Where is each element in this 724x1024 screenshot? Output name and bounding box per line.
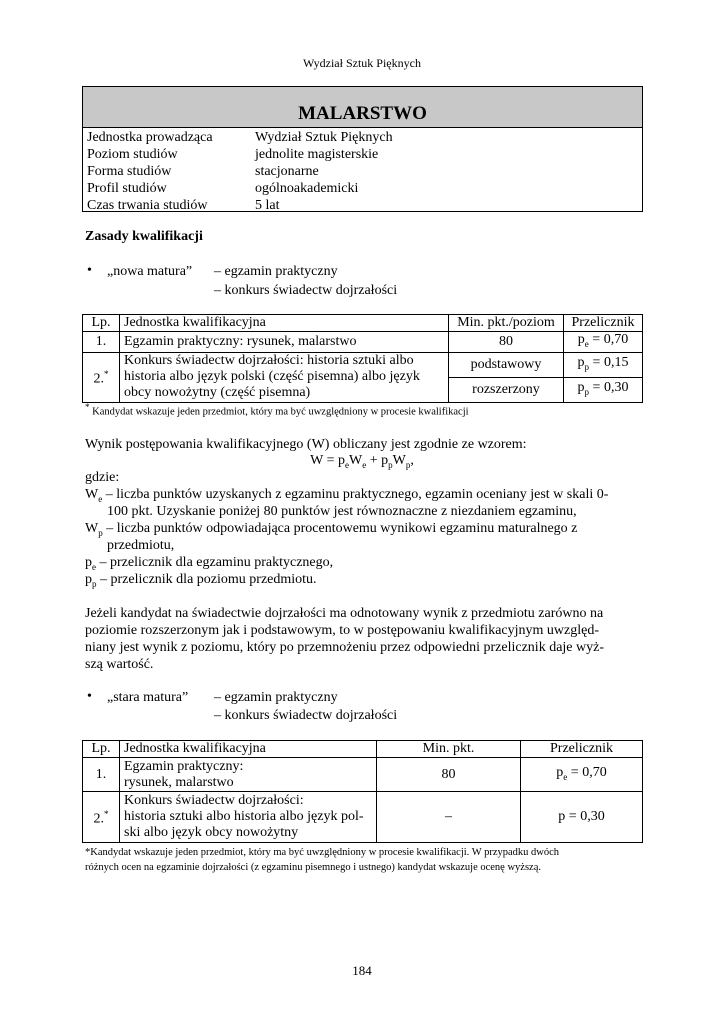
footnote: *Kandydat wskazuje jeden przedmiot, który ma być uwzględniony w procesie kwalifikacji. W przypadku dwóch xyxy=(85,847,560,858)
running-header: Wydział Sztuk Pięknych xyxy=(303,56,421,70)
table-header: Przelicznik xyxy=(564,315,643,332)
footnote: różnych ocen na egzaminie dojrzałości (z egzaminu pisemnego i ustnego) kandydat wskazuje ocenę wyższą. xyxy=(85,862,541,873)
formula-intro: Wynik postępowania kwalifikacyjnego (W) obliczany jest zgodnie ze wzorem: xyxy=(85,437,527,452)
info-row: Profil studiów ogólnoakademicki xyxy=(87,181,359,196)
footnote: * Kandydat wskazuje jeden przedmiot, który ma być uwzględniony w procesie kwalifikacji xyxy=(85,402,469,418)
section-heading: Zasady kwalifikacji xyxy=(85,229,203,244)
table-header: Min. pkt. xyxy=(377,741,521,758)
table-header: Lp. xyxy=(83,315,120,332)
table-row: 1. Egzamin praktyczny: rysunek, malarstwo 80 $p_e = 0,70$ xyxy=(83,758,643,792)
table-row: 2.* Konkurs świadectw dojrzałości: historia sztuki albo historia albo język polski (część pisemna) albo język obcy nowożytny (część pisemna) podstawowy $p_p = 0,15$ xyxy=(83,352,643,377)
definition-wp: $W_p$ – liczba punktów odpowiadająca procentowemu wynikowi egzaminu maturalnego z xyxy=(85,521,578,538)
bullet-icon: • xyxy=(87,689,92,704)
definition-we: $W_e$ – liczba punktów uzyskanych z egzaminu praktycznego, egzamin oceniany jest w skali 0- xyxy=(85,487,609,504)
info-row: Poziom studiów jednolite magisterskie xyxy=(87,147,379,162)
paragraph-line: Jeżeli kandydat na świadectwie dojrzałości ma odnotowany wynik z przedmiotu zarówno na xyxy=(85,606,604,621)
program-info-box xyxy=(82,86,643,212)
table-header: Przelicznik xyxy=(521,741,643,758)
program-title: MALARSTWO xyxy=(83,87,642,128)
definition-we-cont: 100 pkt. Uzyskanie poniżej 80 punktów jest równoznaczne z niezdaniem egzaminu, xyxy=(107,504,577,519)
paragraph-line: niany jest wynik z poziomu, który po przemnożeniu przez odpowiedni przelicznik daje wyż- xyxy=(85,640,604,655)
qualification-table-new xyxy=(82,314,643,403)
definition-wp-cont: przedmiotu, xyxy=(107,538,175,553)
definition-pe: $p_e$ – przelicznik dla egzaminu praktycznego, xyxy=(85,555,334,572)
list-item: – egzamin praktyczny xyxy=(214,690,338,705)
paragraph-line: szą wartość. xyxy=(85,657,154,672)
info-row: Czas trwania studiów 5 lat xyxy=(87,198,280,213)
table-row: 1. Egzamin praktyczny: rysunek, malarstwo 80 $p_e = 0,70$ xyxy=(83,332,643,353)
qualification-table-old xyxy=(82,740,643,843)
list-item: – konkurs świadectw dojrzałości xyxy=(214,283,398,298)
where-label: gdzie: xyxy=(85,470,120,485)
definition-pp: $p_p$ – przelicznik dla poziomu przedmiotu. xyxy=(85,572,317,589)
bullet-label: „nowa matura” xyxy=(107,264,193,279)
bullet-icon: • xyxy=(87,263,92,278)
table-header: Jednostka kwalifikacyjna xyxy=(120,741,377,758)
table-row: rozszerzony $p_p = 0,30$ xyxy=(83,377,643,402)
info-row: Forma studiów stacjonarne xyxy=(87,164,319,179)
table-header: Min. pkt./poziom xyxy=(449,315,564,332)
info-row: Jednostka prowadząca Wydział Sztuk Pięknych xyxy=(87,130,393,145)
table-row: 2.* Konkurs świadectw dojrzałości: historia sztuki albo historia albo język pol- ski albo język obcy nowożytny – p = 0,30 xyxy=(83,792,643,843)
list-item: – konkurs świadectw dojrzałości xyxy=(214,708,398,723)
bullet-label: „stara matura” xyxy=(107,690,189,705)
table-header: Jednostka kwalifikacyjna xyxy=(120,315,449,332)
paragraph-line: poziomie rozszerzonym jak i podstawowym, to w postępowaniu kwalifikacyjnym uwzględ- xyxy=(85,623,599,638)
table-header: Lp. xyxy=(83,741,120,758)
formula: $W = p_eW_e + p_pW_p$, xyxy=(310,453,414,470)
page-number: 184 xyxy=(352,963,372,978)
list-item: – egzamin praktyczny xyxy=(214,264,338,279)
